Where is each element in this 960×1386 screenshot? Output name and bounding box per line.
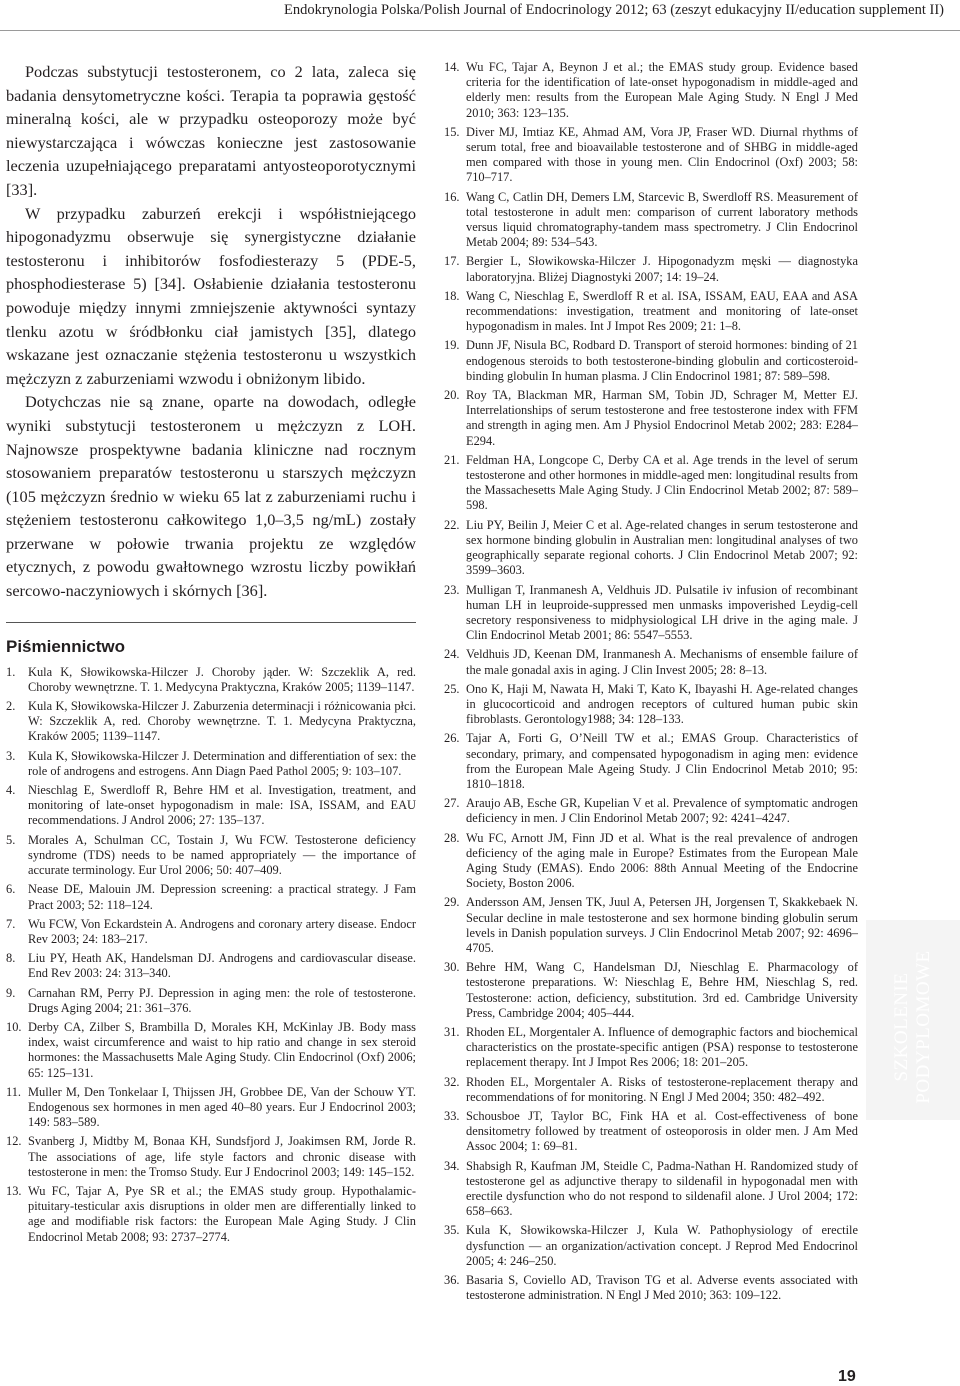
reference-item [444, 731, 858, 792]
reference-number: 24. [444, 647, 460, 662]
reference-text: Liu PY, Heath AK, Handelsman DJ. Androgens and cardiovascular disease. End Rev 2003: 24: 313–340. [28, 951, 416, 981]
reference-item [6, 1184, 416, 1245]
reference-text: Tajar A, Forti G, O’Neill TW et al.; EMAS Group. Characteristics of secondary, primary, and compensated hypogonadism in aging men: evidence from the European Male Ageing Study. J Clin Endocrinol Metab 2010; 95: 1810–1818. [466, 731, 858, 791]
reference-item [444, 960, 858, 1021]
reference-item [444, 1025, 858, 1071]
reference-text: Rhoden EL, Morgentaler A. Influence of demographic factors and biochemical characteristics on the prostate-specific antigen (PSA) response to testosterone replacement therapy. Int J Impot Res 2006; 18: 201–205. [466, 1024, 858, 1070]
reference-number: 23. [444, 582, 460, 597]
reference-number: 20. [444, 388, 460, 403]
reference-number: 15. [444, 124, 460, 139]
references-heading: Piśmiennictwo [6, 636, 126, 656]
reference-text: Kula K, Słowikowska-Hilczer J. Zaburzenia determinacji i różnicowania płci. W: Szczeklik A, red. Choroby wewnętrzne. T. 1. Medycyna Praktyczna, Kraków 2005; 1139–1147. [28, 699, 416, 744]
reference-item [444, 289, 858, 335]
reference-text: Kula K, Słowikowska-Hilczer J, Kula W. Pathophysiology of erectile dysfunction — an organization/activation concept. J Reprod Med Endocrinol 2005; 4: 246–250. [466, 1223, 858, 1268]
reference-text: Rhoden EL, Morgentaler A. Risks of testosterone-replacement therapy and recommendations of for monitoring. N Engl J Med 2004; 350: 482–492. [466, 1074, 858, 1104]
reference-item [6, 882, 416, 912]
reference-number: 34. [444, 1158, 460, 1173]
reference-item [6, 1085, 416, 1131]
reference-number: 22. [444, 517, 460, 532]
reference-item [6, 951, 416, 981]
section-label-line1: SZKOLENIE [891, 972, 912, 1082]
reference-text: Schousboe JT, Taylor BC, Fink HA et al. Cost-effectiveness of bone densitometry followed by treatment of osteoporosis in older men. J Am Med Assoc 2004; 1: 69–81. [466, 1109, 858, 1154]
reference-text: Kula K, Słowikowska-Hilczer J. Choroby jąder. W: Szczeklik A, red. Choroby wewnętrzne. T. 1. Medycyna Praktyczna, Kraków 2005; 1139–1147. [28, 664, 416, 694]
reference-text: Bergier L, Słowikowska-Hilczer J. Hipogonadyzm męski — diagnostyka laboratoryjna. Bliżej Diagnostyki 2007; 14: 19–24. [466, 254, 858, 284]
journal-title: Endokrynologia Polska/Polish Journal of Endocrinology 2012; 63 (zeszyt edukacyjny II/education supplement II) [283, 2, 944, 18]
body-paragraph: Podczas substytucji testosteronem, co 2 lata, zaleca się badania densytometryczne kości. Terapia ta poprawia gęstość mineralną kości, ale w przypadku osteoporozy może być niewystarczająca i wówczas konieczne jest zastosowanie leczenia uzupełniającego preparatami antyosteoporotycznymi [33]. [6, 62, 416, 199]
reference-item [6, 665, 416, 695]
reference-number: 30. [444, 960, 460, 975]
reference-item [6, 1020, 416, 1081]
reference-item [444, 1223, 858, 1269]
section-label [891, 927, 935, 1127]
reference-text: Diver MJ, Imtiaz KE, Ahmad AM, Vora JP, Fraser WD. Diurnal rhythms of serum total, free and bioavailable testosterone and of SHBG in middle-aged men compared with those in young men. Clin Endocrinol (Oxf) 2003; 58: 710–717. [466, 124, 858, 185]
reference-item [444, 895, 858, 956]
reference-text: Veldhuis JD, Keenan DM, Iranmanesh A. Mechanisms of ensemble failure of the male gonadal axis in aging. J Clin Invest 2005; 28: 8–13. [466, 647, 858, 677]
reference-item [6, 1134, 416, 1180]
reference-text: Derby CA, Zilber S, Brambilla D, Morales KH, McKinlay JB. Body mass index, waist circumference and waist to hip ratio and change in sex steroid hormones: the Massachusetts Male Aging Study. Clin Endocrinol (Oxf) 2006; 65: 125–131. [28, 1019, 416, 1080]
reference-text: Roy TA, Blackman MR, Harman SM, Tobin JD, Schrager M, Metter EJ. Interrelationships of serum testosterone and free testosterone index with FFM and strength in aging men. Am J Physiol Endocrinol Metab 2002; 283: E284–E294. [466, 388, 858, 448]
reference-item [6, 917, 416, 947]
reference-item [6, 986, 416, 1016]
reference-number: 35. [444, 1223, 460, 1238]
section-label-line2: PODYPLOMOWE [913, 950, 934, 1104]
reference-item [444, 338, 858, 384]
reference-item [444, 1273, 858, 1303]
reference-number: 13. [6, 1183, 22, 1198]
reference-item [444, 831, 858, 892]
body-paragraph: Dotychczas nie są znane, oparte na dowodach, odległe wyniki substytucji testosteronem u mężczyzn z LOH. Najnowsze prospektywne badania kliniczne nad rocznym stosowaniem preparatów testosteronu u starszych mężczyzn (105 mężczyzn średnio w wieku 65 lat z zaburzeniami ruchu i stężeniem testosteronu całkowitego 1,0–3,5 ng/mL) zostały przerwane w połowie trwania projektu ze względów etycznych, z powodu gwałtownego wzrostu liczby powikłań sercowo-naczyniowych i skórnych [36]. [6, 392, 416, 601]
reference-text: Behre HM, Wang C, Handelsman DJ, Nieschlag E. Pharmacology of testosterone preparations. W: Nieschlag E, Behre HM, Nieschlag S, red. Testosterone: action, deficiency, substitution. 3rd ed. Cambridge University Press, Cambridge 2004; 405–444. [466, 960, 858, 1020]
reference-number: 19. [444, 338, 460, 353]
reference-number: 5. [6, 832, 16, 847]
reference-text: Wu FCW, Von Eckardstein A. Androgens and coronary artery disease. Endocr Rev 2003; 24: 183–217. [28, 916, 416, 946]
reference-number: 29. [444, 895, 460, 910]
body-paragraph: W przypadku zaburzeń erekcji i współistniejącego hipogonadyzmu obserwuje się synergistyczne działanie testosteronu i inhibitorów fosfodiesterazy 5 (PDE-5, phosphodiesterase 5) [34]. Osłabienie działania testosteronu powoduje między innymi zmniejszenie aktywności syntazy tlenku azotu w śródbłonku ciał jamistych [35], dlatego wskazane jest oznaczanie stężenia testosteronu u wszystkich mężczyzn z zaburzeniami wzwodu i obniżonym libido. [6, 203, 416, 388]
reference-number: 4. [6, 783, 16, 798]
reference-list-left [6, 665, 416, 1245]
reference-number: 2. [6, 699, 16, 714]
left-column [6, 60, 416, 1249]
reference-text: Dunn JF, Nisula BC, Rodbard D. Transport of steroid hormones: binding of 21 endogenous steroids to both testosterone-binding globulin and corticosteroid-binding globulin In human plasma. J Clin Endocrinol 1981; 87: 589–598. [466, 338, 858, 383]
reference-text: Wu FC, Arnott JM, Finn JD et al. What is the real prevalence of androgen deficiency of the aging male in Europe? Estimates from the European Male Aging Study (EMAS). Endo 2006: 88th Annual Meeting of the Endocrine Society, Boston 2006. [466, 830, 858, 891]
reference-text: Shabsigh R, Kaufman JM, Steidle C, Padma-Nathan H. Randomized study of testosterone gel as adjunctive therapy to sildenafil in hypogonadal men with erectile dysfunction who do not respond to sildenafil alone. J Urol 2004; 172: 658–663. [466, 1158, 858, 1219]
reference-text: Mulligan T, Iranmanesh A, Veldhuis JD. Pulsatile iv infusion of recombinant human LH in leuproide-suppressed men unmasks impoverished Leydig-cell secretory responsiveness to midphysiological LH drive in the aging male. J Clin Endocrinol Metab 2001; 86: 5547–5553. [466, 582, 858, 643]
reference-item [444, 796, 858, 826]
reference-text: Carnahan RM, Perry PJ. Depression in aging men: the role of testosterone. Drugs Aging 2004; 21: 361–376. [28, 985, 416, 1015]
reference-number: 32. [444, 1074, 460, 1089]
reference-item [444, 682, 858, 728]
reference-item [444, 388, 858, 449]
reference-text: Feldman HA, Longcope C, Derby CA et al. Age trends in the level of serum testosterone and other hormones in middle-aged men: longitudinal results from the Massachesetts Male Aging Study. J Clin Endocrinol Metab 2002; 87: 589–598. [466, 452, 858, 513]
reference-number: 25. [444, 681, 460, 696]
reference-item [6, 749, 416, 779]
reference-item [444, 60, 858, 121]
reference-item [444, 190, 858, 251]
section-divider [6, 622, 416, 623]
reference-item [444, 1075, 858, 1105]
reference-number: 1. [6, 664, 16, 679]
reference-number: 11. [6, 1084, 22, 1099]
reference-item [6, 783, 416, 829]
reference-text: Araujo AB, Esche GR, Kupelian V et al. Prevalence of symptomatic androgen deficiency in men. J Clin Endorinol Metab 2007; 92: 4241–4247. [466, 796, 858, 826]
reference-number: 26. [444, 731, 460, 746]
reference-text: Muller M, Den Tonkelaar I, Thijssen JH, Grobbee DE, Van der Schouw YT. Endogenous sex hormones in men aged 40–80 years. Eur J Endocrinol 2003; 149: 583–589. [28, 1084, 416, 1130]
reference-item [444, 453, 858, 514]
reference-list-right [444, 60, 858, 1303]
reference-number: 6. [6, 882, 16, 897]
reference-text: Basaria S, Coviello AD, Travison TG et al. Adverse events associated with testosterone administration. N Engl J Med 2010; 363: 109–122. [466, 1273, 858, 1303]
reference-text: Andersson AM, Jensen TK, Juul A, Petersen JH, Jorgensen T, Skakkebaek N. Secular decline in male testosterone and sex hormone binding globulin serum levels in Danish population surveys. J Clin Endocrinol Metab 2007; 92: 4696–4705. [466, 895, 858, 955]
reference-text: Svanberg J, Midtby M, Bonaa KH, Sundsfjord J, Joakimsen RM, Jorde R. The associations of age, life style factors and chronic disease with testosterone in men: the Tromso Study. Eur J Endocrinol 2003; 149: 145–152. [28, 1134, 416, 1179]
reference-text: Nease DE, Malouin JM. Depression screening: a practical strategy. J Fam Pract 2003; 52: 118–124. [28, 882, 416, 912]
reference-number: 21. [444, 452, 460, 467]
reference-item [444, 583, 858, 644]
reference-number: 17. [444, 254, 460, 269]
reference-number: 8. [6, 951, 16, 966]
reference-number: 27. [444, 796, 460, 811]
reference-text: Kula K, Słowikowska-Hilczer J. Determination and differentiation of sex: the role of androgens and estrogens. Ann Diagn Paed Pathol 2005; 9: 103–107. [28, 748, 416, 778]
reference-number: 28. [444, 830, 460, 845]
reference-text: Ono K, Haji M, Nawata H, Maki T, Kato K, Ibayashi H. Age-related changes in glucocorticoid and androgen receptors of cultured human pubic skin fibroblasts. Gerontology1988; 34: 128–133. [466, 681, 858, 727]
reference-number: 10. [6, 1019, 22, 1034]
reference-text: Wu FC, Tajar A, Beynon J et al.; the EMAS study group. Evidence based criteria for the identification of late-onset hypogonadism in middle-aged and elderly men: results from the European Male Aging Study. N Engl J Med 2010; 363: 123–135. [466, 60, 858, 120]
reference-item [444, 1159, 858, 1220]
reference-item [6, 699, 416, 745]
reference-item [444, 125, 858, 186]
reference-number: 9. [6, 985, 16, 1000]
reference-text: Nieschlag E, Swerdloff R, Behre HM et al. Investigation, treatment, and monitoring of late-onset hypogonadism in male: ISA, ISSAM, and EAU recommendations. J Androl 2006; 27: 135–137. [28, 783, 416, 828]
reference-item [444, 1109, 858, 1155]
reference-item [444, 518, 858, 579]
reference-text: Wang C, Catlin DH, Demers LM, Starcevic B, Swerdloff RS. Measurement of total testosterone in adult men: comparison of current laboratory methods versus liquid chromatography-tandem mass spectrometry. J Clin Endocrinol Metab 2004; 89: 534–543. [466, 189, 858, 250]
reference-number: 33. [444, 1109, 460, 1123]
reference-item [444, 647, 858, 677]
reference-number: 12. [6, 1134, 22, 1149]
reference-text: Wang C, Nieschlag E, Swerdloff R et al. ISA, ISSAM, EAU, EAA and ASA recommendations: investigation, treatment and monitoring of late-onset hypogonadism in males. Int J Impot Res 2009; 21: 1–8. [466, 288, 858, 334]
reference-text: Morales A, Schulman CC, Tostain J, Wu FCW. Testosterone deficiency syndrome (TDS) needs to be named appropriately — the importance of accurate terminology. Eur Urol 2006; 50: 407–409. [28, 832, 416, 878]
reference-number: 3. [6, 748, 16, 763]
reference-item [444, 254, 858, 284]
reference-number: 14. [444, 60, 460, 74]
reference-number: 31. [444, 1024, 460, 1039]
reference-item [6, 833, 416, 879]
reference-number: 16. [444, 189, 460, 204]
reference-text: Liu PY, Beilin J, Meier C et al. Age-related changes in serum testosterone and sex hormone binding globulin in Australian men: longitudinal analyses of two geographically separate regional cohorts. J Clin Endocrinol Metab 2007; 92: 3599–3603. [466, 517, 858, 578]
reference-number: 36. [444, 1273, 460, 1288]
reference-text: Wu FC, Tajar A, Pye SR et al.; the EMAS study group. Hypothalamic-pituitary-testicular axis disruptions in older men are differentially linked to age and modifiable risk factors: the European Male Aging Study. J Clin Endocrinol Metab 2008; 93: 2737–2774. [28, 1183, 416, 1244]
reference-number: 7. [6, 916, 16, 931]
reference-number: 18. [444, 288, 460, 303]
running-header [0, 0, 960, 31]
page-number: 19 [838, 1368, 856, 1385]
right-column [444, 60, 858, 1307]
